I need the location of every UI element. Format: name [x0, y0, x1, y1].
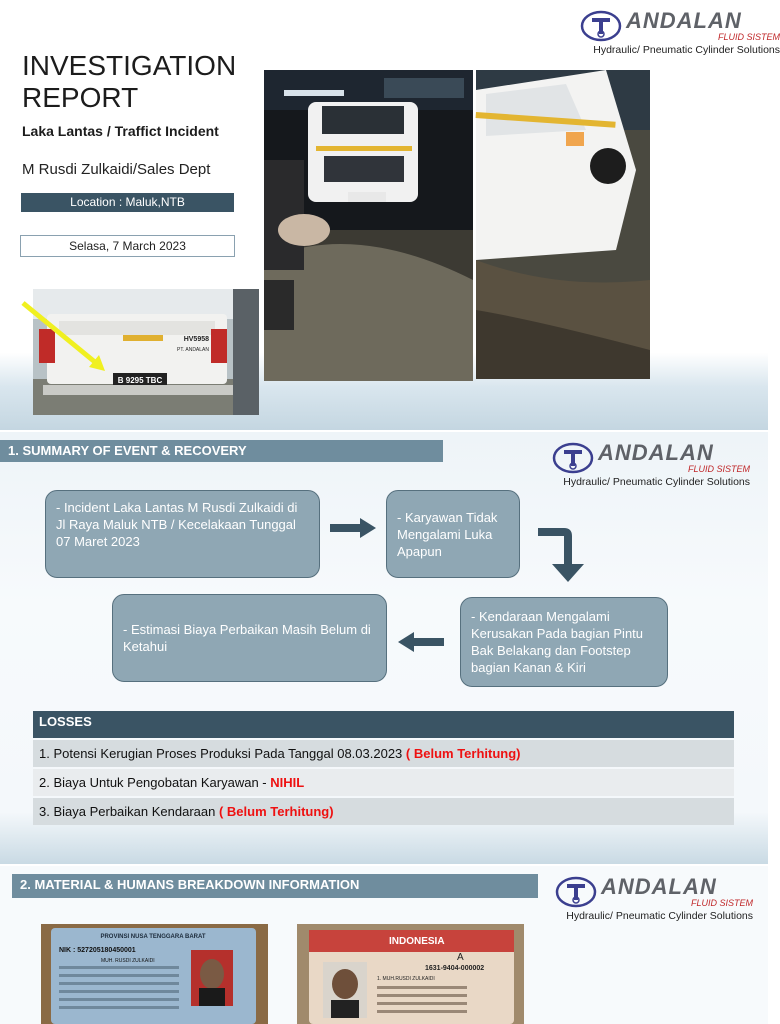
loss-row-text: 3. Biaya Perbaikan Kendaraan — [39, 804, 219, 819]
summary-box-incident: - Incident Laka Lantas M Rusdi Zulkaidi di Jl Raya Maluk NTB / Kecelakaan Tunggal 07 Maret 2023 — [45, 490, 320, 578]
date-box: Selasa, 7 March 2023 — [20, 235, 235, 257]
arrow-right-icon — [330, 518, 376, 538]
id-card-header: PROVINSI NUSA TENGGARA BARAT — [100, 934, 206, 940]
andalan-emblem-icon — [555, 876, 597, 908]
loss-row — [33, 740, 734, 767]
loss-row-text: 2. Biaya Untuk Pengobatan Karyawan - — [39, 775, 271, 790]
report-title-line1: INVESTIGATION — [22, 50, 237, 81]
rear-plate-number: B 9295 TBC — [117, 376, 163, 385]
summary-box-employee: - Karyawan Tidak Mengalami Luka Apapun — [386, 490, 520, 578]
license-number: 1631-9404-000002 — [425, 965, 485, 972]
brand-sub: FLUID SISTEM — [690, 898, 753, 908]
location-badge: Location : Maluk,NTB — [21, 193, 234, 212]
brand-name: ANDALAN — [626, 8, 742, 33]
loss-row — [33, 769, 734, 796]
license-name: 1. MUH.RUSDI ZULKAIDI — [377, 976, 435, 982]
brand-logo — [555, 874, 753, 924]
id-card-nik: NIK : 527205180450001 — [59, 947, 136, 954]
summary-slide — [0, 432, 768, 864]
rear-plate-company: PT. ANDALAN — [177, 347, 209, 353]
side-truck-photo — [476, 70, 650, 379]
loss-row — [33, 798, 734, 825]
driving-license-photo — [297, 924, 524, 1024]
person-name: M Rusdi Zulkaidi/Sales Dept — [22, 161, 211, 178]
loss-row-highlight: NIHIL — [270, 775, 305, 790]
brand-name: ANDALAN — [601, 874, 717, 899]
rear-truck-photo — [33, 289, 259, 415]
losses-header: LOSSES — [33, 711, 734, 738]
summary-box-cost-estimate: - Estimasi Biaya Perbaikan Masih Belum di Ketahui — [112, 594, 387, 682]
cover-slide — [0, 0, 780, 430]
loss-row-text: 1. Potensi Kerugian Proses Produksi Pada Tanggal 08.03.2023 — [39, 746, 406, 761]
breakdown-title: 2. MATERIAL & HUMANS BREAKDOWN INFORMATION — [12, 874, 538, 898]
brand-tagline: Hydraulic/ Pneumatic Cylinder Solutions — [593, 44, 780, 56]
brand-logo — [580, 8, 780, 58]
arrow-left-icon — [398, 632, 444, 652]
id-card-photo — [41, 924, 268, 1024]
summary-box-vehicle-damage: - Kendaraan Mengalami Kerusakan Pada bagian Pintu Bak Belakang dan Footstep bagian Kanan & Kiri — [460, 597, 668, 687]
brand-tagline: Hydraulic/ Pneumatic Cylinder Solutions — [563, 476, 750, 488]
loss-row-highlight: ( Belum Terhitung) — [405, 746, 521, 761]
report-title — [22, 50, 236, 114]
arrow-turn-down-icon — [538, 528, 586, 584]
brand-sub: FLUID SISTEM — [717, 32, 780, 42]
report-title-line2: REPORT — [22, 82, 139, 113]
brand-tagline: Hydraulic/ Pneumatic Cylinder Solutions — [566, 910, 753, 922]
breakdown-slide — [0, 866, 768, 1024]
id-card-name: MUH. RUSDI ZULKAIDI — [101, 958, 155, 964]
brand-logo — [552, 440, 750, 490]
andalan-emblem-icon — [552, 442, 594, 474]
front-truck-night-photo — [264, 70, 473, 381]
report-subtitle: Laka Lantas / Traffict Incident — [22, 123, 219, 139]
license-class: A — [457, 952, 464, 963]
rear-plate-code: HV5958 — [183, 336, 209, 343]
brand-name: ANDALAN — [598, 440, 714, 465]
loss-row-highlight: ( Belum Terhitung) — [218, 804, 334, 819]
brand-sub: FLUID SISTEM — [687, 464, 750, 474]
summary-title: 1. SUMMARY OF EVENT & RECOVERY — [0, 440, 443, 462]
andalan-emblem-icon — [580, 10, 622, 42]
license-header: INDONESIA — [389, 936, 445, 947]
